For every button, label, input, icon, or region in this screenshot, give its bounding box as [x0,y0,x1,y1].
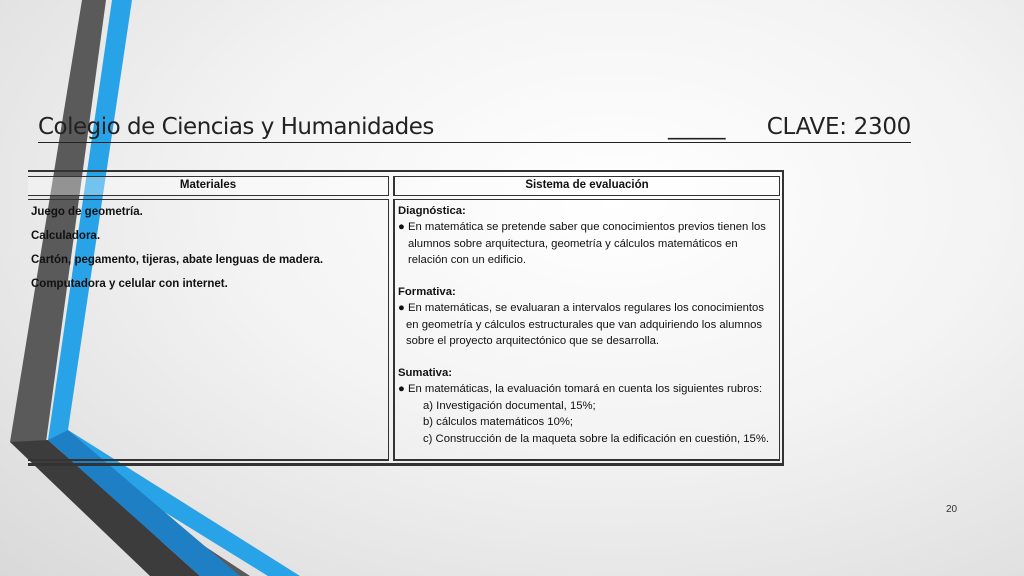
page-number: 20 [946,504,958,515]
diagnostica-heading: Diagnóstica: [398,205,466,217]
clave-label: CLAVE: 2300 [766,114,911,140]
material-item: Juego de geometría. [31,206,143,218]
slide-title: Colegio de Ciencias y Humanidades [38,114,434,140]
evaluacion-cell [393,199,780,461]
sumativa-heading: Sumativa: [398,367,452,379]
material-item: Computadora y celular con internet. [31,278,228,290]
sumativa-line: a) Investigación documental, 15%; [423,400,596,412]
diagnostica-line: ● En matemática se pretende saber que conocimientos previos tienen los [398,221,766,233]
formativa-line: en geometría y cálculos estructurales que van adquiriendo los alumnos [406,319,763,331]
formativa-line: ● En matemáticas, se evaluaran a intervalos regulares los conocimientos [398,302,764,314]
header-materiales: Materiales [28,176,389,196]
diagnostica-line: alumnos sobre arquitectura, geometría y cálculos matemáticos en [408,238,738,250]
header-sistema-evaluacion: Sistema de evaluación [393,176,780,196]
formativa-line: sobre el proyecto arquitectónico que se desarrolla. [406,335,660,347]
formativa-heading: Formativa: [398,286,456,298]
sumativa-line: c) Construcción de la maqueta sobre la edificación en cuestión, 15%. [423,433,770,445]
material-item: Cartón, pegamento, tijeras, abate lenguas de madera. [31,254,324,266]
materiales-cell [28,199,389,461]
title-blank-line: _____ [668,114,726,140]
sumativa-line: b) cálculos matemáticos 10%; [423,416,574,428]
material-item: Calculadora. [31,230,101,242]
sumativa-line: ● En matemáticas, la evaluación tomará en cuenta los siguientes rubros: [398,383,763,395]
evaluation-table [28,170,784,466]
slide-title-row [38,112,911,143]
diagnostica-line: relación con un edificio. [408,254,527,266]
